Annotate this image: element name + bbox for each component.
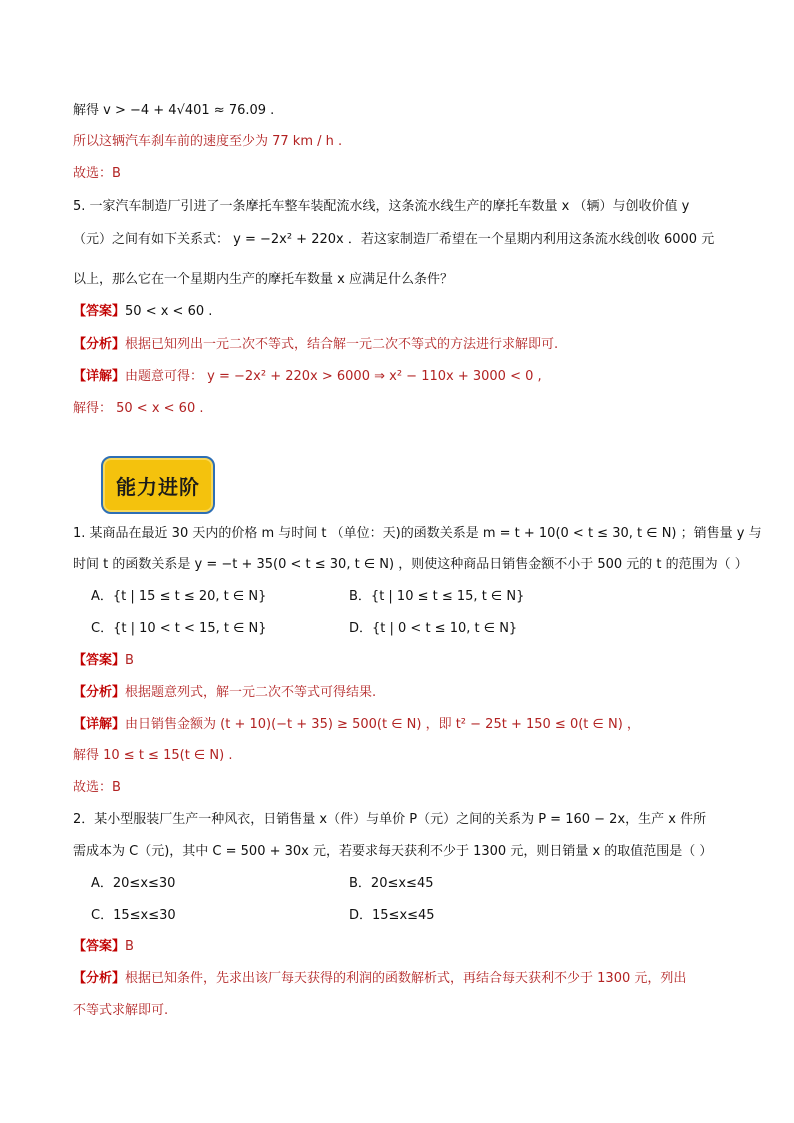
solve-line: 解得 v > −4 + 4√401 ≈ 76.09 . <box>73 103 275 118</box>
q5-text-line1: 5. 一家汽车制造厂引进了一条摩托车整车装配流水线，这条流水线生产的摩托车数量 x （辆）与创收价值 y <box>73 199 690 214</box>
analysis-tag: 【分析】 <box>73 971 126 986</box>
q5-detail <box>73 368 542 386</box>
analysis-tag: 【分析】 <box>73 685 126 700</box>
a2-analysis <box>73 970 686 988</box>
q5-solve: 解得： 50 < x < 60 . <box>73 401 204 416</box>
a1-choice-a[interactable]: A．{t | 15 ≤ t ≤ 20, t ∈ N} <box>91 589 267 604</box>
detail-tag: 【详解】 <box>73 717 126 732</box>
answer-tag: 【答案】 <box>73 304 126 319</box>
a1-choice-line: 故选：B <box>73 780 121 795</box>
a2-answer <box>73 938 134 956</box>
q5-answer <box>73 303 212 321</box>
answer-text: 50 < x < 60 . <box>125 304 213 319</box>
analysis-text: 根据已知列出一元二次不等式，结合解一元二次不等式的方法进行求解即可. <box>125 337 559 352</box>
q5-text-line2: （元）之间有如下关系式： y = −2x² + 220x ．若这家制造厂希望在一个星期内利用这条流水线创收 6000 元 <box>73 232 715 247</box>
q5-text-line3: 以上，那么它在一个星期内生产的摩托车数量 x 应满足什么条件？ <box>73 272 453 287</box>
a2-text-line2: 需成本为 C（元)，其中 C = 500 + 30x 元，若要求每天获利不少于 1300 元，则日销量 x 的取值范围是（ ） <box>73 844 713 859</box>
detail-text: 由日销售金额为 (t + 10)(−t + 35) ≥ 500(t ∈ N) ，即 t² − 25t + 150 ≤ 0(t ∈ N) ， <box>125 717 640 732</box>
answer-text: B <box>125 939 134 954</box>
answer-tag: 【答案】 <box>73 939 126 954</box>
analysis-text: 根据已知条件，先求出该厂每天获得的利润的函数解析式，再结合每天获利不少于 1300 元，列出 <box>125 971 687 986</box>
section-badge: 能力进阶 <box>101 456 215 514</box>
detail-text: 由题意可得： y = −2x² + 220x > 6000 ⇒ x² − 110x + 3000 < 0 , <box>125 369 542 384</box>
a1-analysis <box>73 684 376 702</box>
a1-choice-d[interactable]: D．{t | 0 < t ≤ 10, t ∈ N} <box>349 621 518 636</box>
answer-text: B <box>125 653 134 668</box>
a2-choice-c[interactable]: C．15≤x≤30 <box>91 908 176 923</box>
a2-choice-d[interactable]: D．15≤x≤45 <box>349 908 435 923</box>
a1-detail <box>73 716 640 734</box>
analysis-tag: 【分析】 <box>73 337 126 352</box>
a2-text-line1: 2．某小型服装厂生产一种风衣，日销售量 x（件）与单价 P（元）之间的关系为 P = 160 − 2x，生产 x 件所 <box>73 812 707 827</box>
analysis-text: 根据题意列式，解一元二次不等式可得结果. <box>125 685 377 700</box>
choice-line: 故选：B <box>73 166 121 181</box>
detail-tag: 【详解】 <box>73 369 126 384</box>
q5-analysis <box>73 336 558 354</box>
a1-choice-b[interactable]: B．{t | 10 ≤ t ≤ 15, t ∈ N} <box>349 589 525 604</box>
a2-analysis-cont: 不等式求解即可. <box>73 1003 169 1018</box>
a2-choice-a[interactable]: A．20≤x≤30 <box>91 876 176 891</box>
a1-text-line1: 1. 某商品在最近 30 天内的价格 m 与时间 t （单位：天)的函数关系是 m = t + 10(0 < t ≤ 30, t ∈ N) ；销售量 y 与 <box>73 526 762 541</box>
conclusion-line: 所以这辆汽车刹车前的速度至少为 77 km / h . <box>73 134 343 149</box>
a1-text-line2: 时间 t 的函数关系是 y = −t + 35(0 < t ≤ 30, t ∈ N) ，则使这种商品日销售金额不小于 500 元的 t 的范围为（ ） <box>73 557 748 572</box>
a1-solve: 解得 10 ≤ t ≤ 15(t ∈ N) . <box>73 748 233 763</box>
a1-answer <box>73 652 134 670</box>
a1-choice-c[interactable]: C．{t | 10 < t < 15, t ∈ N} <box>91 621 267 636</box>
a2-choice-b[interactable]: B．20≤x≤45 <box>349 876 434 891</box>
answer-tag: 【答案】 <box>73 653 126 668</box>
